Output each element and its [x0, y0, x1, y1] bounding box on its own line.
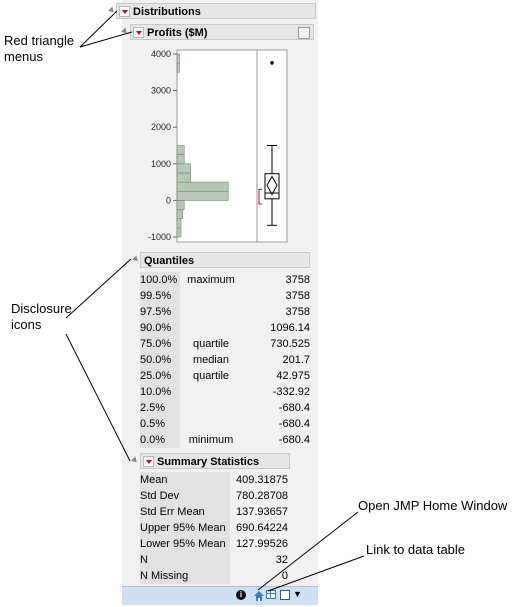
summary-title: Summary Statistics	[157, 456, 260, 468]
quantile-label: median	[192, 354, 230, 366]
distributions-title: Distributions	[133, 6, 201, 18]
summary-value: 780.28708	[236, 490, 288, 502]
quantile-value: 3758	[285, 290, 310, 302]
callout-disclosure-1	[66, 259, 131, 318]
open-home-annotation: Open JMP Home Window	[358, 498, 508, 513]
quantile-pct: 0.0%	[140, 434, 166, 446]
y-tick-label: 1000	[150, 158, 171, 169]
quantile-value: 3758	[285, 274, 310, 286]
quantile-label: maximum	[187, 274, 235, 286]
info-icon[interactable]: i	[236, 590, 246, 600]
summary-value: 0	[281, 570, 288, 582]
quantile-pct: 97.5%	[140, 306, 172, 318]
disclosure-annotation-line2: icons	[11, 317, 42, 332]
quantile-pct: 10.0%	[140, 386, 172, 398]
y-tick-label: 3000	[150, 85, 171, 96]
summary-value: 137.93657	[236, 506, 288, 518]
summary-label: Std Dev	[140, 490, 180, 502]
summary-label: Std Err Mean	[140, 506, 205, 518]
quantile-pct: 2.5%	[140, 402, 166, 414]
quantile-value: 3758	[285, 306, 310, 318]
quantile-value: 201.7	[282, 354, 310, 366]
quantile-label: quartile	[192, 370, 230, 382]
disclosure-annotation-line1: Disclosure	[11, 301, 72, 316]
quantile-pct: 99.5%	[140, 290, 172, 302]
quantile-pct: 25.0%	[140, 370, 172, 382]
quantiles-title: Quantiles	[144, 255, 195, 267]
quantile-pct: 50.0%	[140, 354, 172, 366]
red-triangle-annotation-line2: menus	[4, 49, 44, 64]
summary-value: 409.31875	[236, 474, 288, 486]
quantile-value: -680.4	[278, 418, 310, 430]
callout-link-table	[268, 556, 364, 591]
quantile-pct: 0.5%	[140, 418, 166, 430]
callout-disclosure-2	[66, 334, 130, 461]
y-tick-label: 0	[165, 195, 171, 206]
quantile-label: quartile	[192, 338, 230, 350]
quantile-value: -332.92	[272, 386, 310, 398]
y-tick-label: 2000	[150, 122, 171, 133]
summary-label: Mean	[140, 474, 168, 486]
callout-open-home	[258, 512, 358, 590]
quantile-value: 1096.14	[270, 322, 310, 334]
summary-value: 32	[275, 554, 288, 566]
summary-value: 127.99526	[236, 538, 288, 550]
summary-value: 690.64224	[236, 522, 288, 534]
profits-title: Profits ($M)	[147, 27, 208, 39]
quantile-pct: 75.0%	[140, 338, 172, 350]
summary-label: N Missing	[140, 570, 189, 582]
red-triangle-annotation-line1: Red triangle	[4, 33, 75, 48]
summary-label: Upper 95% Mean	[140, 522, 226, 534]
summary-label: Lower 95% Mean	[140, 538, 226, 550]
y-tick-label: 4000	[150, 49, 171, 59]
quantile-value: 730.525	[270, 338, 310, 350]
quantile-pct: 100.0%	[140, 274, 178, 286]
link-table-annotation: Link to data table	[366, 542, 466, 557]
dropdown-arrow-icon[interactable]: ▼	[293, 589, 302, 599]
quantile-value: 42.975	[276, 370, 310, 382]
quantile-label: minimum	[188, 434, 234, 446]
quantile-value: -680.4	[278, 402, 310, 414]
y-tick-label: -1000	[147, 232, 171, 242]
summary-label: N	[140, 554, 148, 566]
quantile-pct: 90.0%	[140, 322, 172, 334]
quantile-value: -680.4	[278, 434, 310, 446]
